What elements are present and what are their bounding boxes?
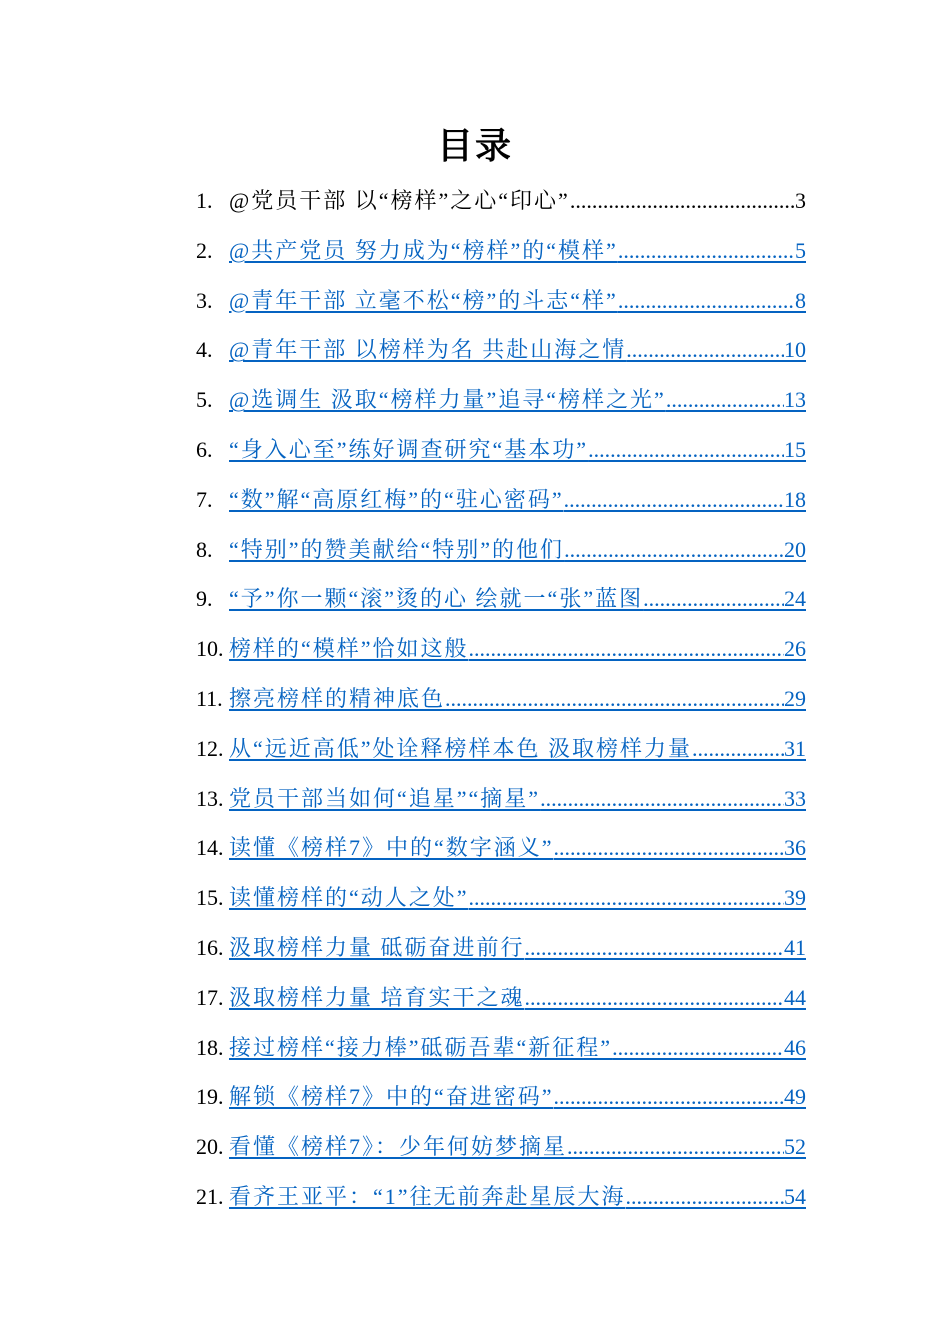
toc-entry bbox=[196, 428, 806, 478]
toc-dot-leader bbox=[469, 876, 784, 920]
toc-entry-number: 11. bbox=[196, 685, 223, 711]
toc-entry-title: 读懂榜样的“动人之处” bbox=[229, 885, 469, 911]
toc-dot-leader bbox=[564, 528, 784, 572]
toc-entry-title: “数”解“高原红梅”的“驻心密码” bbox=[229, 486, 564, 512]
toc-entry-link[interactable] bbox=[229, 876, 806, 920]
toc-dot-leader bbox=[554, 1075, 784, 1119]
toc-entry-number: 16. bbox=[196, 934, 224, 960]
toc-dot-leader bbox=[618, 279, 795, 323]
table-of-contents bbox=[196, 179, 806, 1225]
toc-entry-number: 13. bbox=[196, 785, 224, 811]
toc-entry-link[interactable] bbox=[229, 378, 806, 422]
toc-dot-leader bbox=[626, 328, 784, 372]
toc-entry-page-number: 10 bbox=[784, 337, 806, 363]
toc-entry bbox=[196, 1125, 806, 1175]
toc-entry-link[interactable] bbox=[229, 727, 806, 771]
toc-entry-title: 接过榜样“接力棒”砥砺吾辈“新征程” bbox=[229, 1034, 613, 1060]
toc-entry-link[interactable] bbox=[229, 1026, 806, 1070]
toc-entry-link[interactable] bbox=[229, 577, 806, 621]
toc-entry-number: 15. bbox=[196, 885, 224, 911]
page-title: 目录 bbox=[436, 126, 513, 166]
toc-entry-page-number: 41 bbox=[784, 934, 806, 960]
toc-entry-page-number: 20 bbox=[784, 536, 806, 562]
toc-entry-page-number: 8 bbox=[795, 287, 806, 313]
toc-entry bbox=[196, 378, 806, 428]
toc-entry-number: 7. bbox=[196, 486, 213, 512]
toc-dot-leader bbox=[570, 179, 795, 223]
toc-entry-title: 擦亮榜样的精神底色 bbox=[229, 685, 446, 711]
toc-entry-number: 2. bbox=[196, 237, 213, 263]
toc-entry-title: 读懂《榜样7》中的“数字涵义” bbox=[229, 835, 554, 861]
toc-dot-leader bbox=[445, 677, 784, 721]
toc-entry bbox=[196, 528, 806, 578]
toc-entry-title: “身入心至”练好调查研究“基本功” bbox=[229, 436, 589, 462]
toc-entry-title: “特别”的赞美献给“特别”的他们 bbox=[229, 536, 565, 562]
toc-entry-title: @青年干部 以榜样为名 共赴山海之情 bbox=[229, 337, 627, 363]
toc-entry-number: 14. bbox=[196, 835, 224, 861]
toc-entry bbox=[196, 1175, 806, 1225]
toc-entry-page-number: 15 bbox=[784, 436, 806, 462]
toc-entry-title: 汲取榜样力量 砥砺奋进前行 bbox=[229, 934, 525, 960]
toc-entry-page-number: 54 bbox=[784, 1183, 806, 1209]
toc-entry bbox=[196, 826, 806, 876]
toc-entry-number: 10. bbox=[196, 636, 224, 662]
toc-entry bbox=[196, 777, 806, 827]
toc-entry-number: 6. bbox=[196, 436, 213, 462]
toc-entry-title: 看齐王亚平：“1”往无前奔赴星辰大海 bbox=[229, 1183, 626, 1209]
toc-entry-link[interactable] bbox=[229, 279, 806, 323]
toc-entry bbox=[196, 229, 806, 279]
toc-entry-number: 21. bbox=[196, 1183, 224, 1209]
toc-entry-page-number: 44 bbox=[784, 984, 806, 1010]
toc-entry bbox=[196, 577, 806, 627]
toc-entry-title: @选调生 汲取“榜样力量”追寻“榜样之光” bbox=[229, 387, 666, 413]
toc-entry-page-number: 36 bbox=[784, 835, 806, 861]
toc-entry-title: 党员干部当如何“追星”“摘星” bbox=[229, 785, 541, 811]
toc-entry-link[interactable] bbox=[229, 627, 806, 671]
toc-entry-number: 5. bbox=[196, 387, 213, 413]
toc-entry-link[interactable] bbox=[229, 528, 806, 572]
toc-dot-leader bbox=[618, 229, 795, 273]
toc-entry-title: 从“远近高低”处诠释榜样本色 汲取榜样力量 bbox=[229, 735, 693, 761]
toc-entry-page-number: 26 bbox=[784, 636, 806, 662]
toc-entry-number: 8. bbox=[196, 536, 213, 562]
toc-entry bbox=[196, 976, 806, 1026]
toc-entry-link[interactable] bbox=[229, 328, 806, 372]
toc-dot-leader bbox=[666, 378, 784, 422]
toc-entry-title: 榜样的“模样”恰如这般 bbox=[229, 636, 469, 662]
toc-entry-link[interactable] bbox=[229, 1075, 806, 1119]
toc-dot-leader bbox=[554, 826, 784, 870]
toc-entry-link[interactable] bbox=[229, 976, 806, 1020]
toc-entry-page-number: 5 bbox=[795, 237, 806, 263]
toc-dot-leader bbox=[540, 777, 784, 821]
toc-entry-number: 3. bbox=[196, 287, 213, 313]
toc-entry-title: @党员干部 以“榜样”之心“印心” bbox=[229, 188, 570, 213]
toc-entry-number: 4. bbox=[196, 337, 213, 363]
toc-entry bbox=[196, 328, 806, 378]
toc-entry-title: @共产党员 努力成为“榜样”的“模样” bbox=[229, 237, 618, 263]
toc-entry-link[interactable] bbox=[229, 777, 806, 821]
toc-entry-page-number: 3 bbox=[795, 188, 806, 213]
toc-dot-leader bbox=[626, 1175, 784, 1219]
toc-dot-leader bbox=[643, 577, 784, 621]
toc-entry-number: 17. bbox=[196, 984, 224, 1010]
toc-entry-page-number: 24 bbox=[784, 586, 806, 612]
toc-entry-page-number: 18 bbox=[784, 486, 806, 512]
toc-entry-number: 19. bbox=[196, 1084, 224, 1110]
toc-entry-page-number: 49 bbox=[784, 1084, 806, 1110]
toc-entry-title: 汲取榜样力量 培育实干之魂 bbox=[229, 984, 525, 1010]
toc-entry-page-number: 13 bbox=[784, 387, 806, 413]
toc-dot-leader bbox=[588, 428, 784, 472]
toc-entry-title: 解锁《榜样7》中的“奋进密码” bbox=[229, 1084, 554, 1110]
toc-entry-link[interactable] bbox=[229, 1125, 806, 1169]
toc-dot-leader bbox=[564, 478, 784, 522]
toc-entry-number: 1. bbox=[196, 188, 213, 213]
toc-entry-title: 看懂《榜样7》：少年何妨梦摘星 bbox=[229, 1134, 568, 1160]
toc-entry bbox=[196, 677, 806, 727]
toc-dot-leader bbox=[525, 976, 784, 1020]
toc-dot-leader bbox=[525, 926, 784, 970]
toc-entry-title: “予”你一颗“滚”烫的心 绘就一“张”蓝图 bbox=[229, 586, 644, 612]
toc-entry-link[interactable] bbox=[229, 478, 806, 522]
toc-entry-page-number: 39 bbox=[784, 885, 806, 911]
toc-entry-link[interactable] bbox=[229, 1175, 806, 1219]
toc-entry-number: 18. bbox=[196, 1034, 224, 1060]
toc-entry-page-number: 31 bbox=[784, 735, 806, 761]
toc-entry-number: 9. bbox=[196, 586, 213, 612]
toc-dot-leader bbox=[567, 1125, 784, 1169]
toc-entry-page-number: 46 bbox=[784, 1034, 806, 1060]
toc-dot-leader bbox=[612, 1026, 784, 1070]
toc-entry-page-number: 52 bbox=[784, 1134, 806, 1160]
toc-entry bbox=[196, 876, 806, 926]
toc-entry-title: @青年干部 立毫不松“榜”的斗志“样” bbox=[229, 287, 618, 313]
toc-entry bbox=[196, 627, 806, 677]
toc-entry-link[interactable] bbox=[229, 428, 806, 472]
toc-entry-page-number: 33 bbox=[784, 785, 806, 811]
toc-entry bbox=[196, 1075, 806, 1125]
toc-dot-leader bbox=[692, 727, 784, 771]
toc-entry bbox=[196, 1026, 806, 1076]
toc-entry-link[interactable] bbox=[229, 229, 806, 273]
toc-dot-leader bbox=[469, 627, 784, 671]
toc-entry-link[interactable] bbox=[229, 926, 806, 970]
toc-entry bbox=[196, 279, 806, 329]
toc-entry-number: 12. bbox=[196, 735, 224, 761]
toc-entry bbox=[196, 478, 806, 528]
toc-entry-link[interactable] bbox=[229, 826, 806, 870]
toc-entry bbox=[196, 179, 806, 229]
toc-entry bbox=[196, 727, 806, 777]
toc-entry-link[interactable] bbox=[229, 179, 806, 223]
toc-entry-number: 20. bbox=[196, 1134, 224, 1160]
toc-entry-link[interactable] bbox=[229, 677, 806, 721]
toc-entry bbox=[196, 926, 806, 976]
toc-entry-page-number: 29 bbox=[784, 685, 806, 711]
